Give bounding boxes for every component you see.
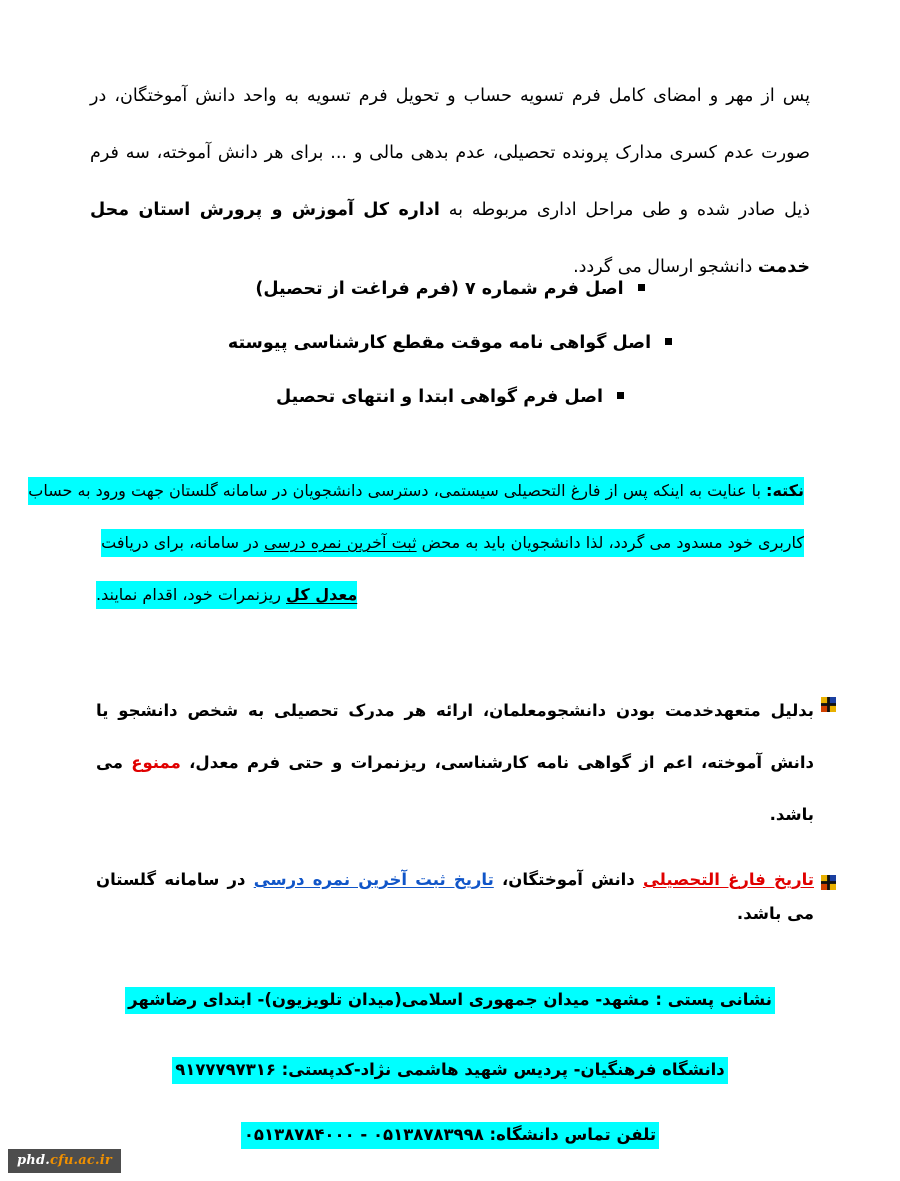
footer-address-line — [0, 990, 900, 1009]
footer-campus-text: دانشگاه فرهنگیان- پردیس شهید هاشمی نژاد-کدپستی: ۹۱۷۷۷۹۷۳۱۶ — [172, 1057, 728, 1084]
watermark — [8, 1149, 121, 1173]
footer-phone-text: تلفن تماس دانشگاه: ۰۵۱۳۸۷۸۳۹۹۸ - ۰۵۱۳۸۷۸۴۰۰۰ — [241, 1122, 659, 1149]
square-bullet-icon — [638, 284, 645, 291]
note-line-3-text: ریزنمرات خود، اقدام نمایند. — [96, 585, 287, 604]
intro-text-part2: دانشجو ارسال می گردد. — [573, 257, 758, 277]
intro-bold-organization: اداره کل آموزش و پرورش استان محل خدمت — [90, 200, 810, 277]
list-item — [90, 262, 810, 316]
note-line-2-underlined: ثبت آخرین نمره درسی — [264, 533, 417, 552]
graduation-date-mid-text: دانش آموختگان، — [493, 869, 643, 889]
footer-address-text: نشانی پستی : مشهد- میدان جمهوری اسلامی(میدان تلویزیون)- ابتدای رضاشهر — [125, 987, 775, 1014]
square-bullet-icon — [617, 392, 624, 399]
note-line-2 — [96, 530, 804, 555]
graduation-date-term: تاریخ فارغ التحصیلی — [642, 869, 814, 889]
list-item — [90, 370, 810, 424]
note-label: نکته: — [766, 481, 804, 500]
last-grade-registration-term: تاریخ ثبت آخرین نمره درسی — [253, 869, 494, 889]
list-item-label: اصل فرم شماره ۷ (فرم فراغت از تحصیل) — [255, 279, 624, 299]
square-bullet-icon — [665, 338, 672, 345]
note-block — [28, 478, 804, 607]
list-item — [90, 316, 810, 370]
colored-cross-arrow-bullet-icon — [821, 875, 836, 890]
note-line-2-text-b: در سامانه، برای دریافت — [101, 533, 265, 552]
forbidden-keyword: ممنوع — [131, 752, 181, 772]
note-line-1 — [28, 478, 804, 503]
note-gpa-term: معدل کل — [286, 585, 358, 604]
watermark-accent: cfu.ac.ir — [49, 1153, 112, 1168]
intro-text-part1: پس از مهر و امضای کامل فرم تسویه حساب و تحویل فرم تسویه به واحد دانش آموختگان، در صورت عدم کسری مدارک پرونده تحصیلی، عدم بدهی مالی و ... برای هر دانش آموخته، سه فرم ذیل صادر شده و طی مراحل اداری مربوطه به — [90, 86, 810, 220]
requirements-list — [90, 262, 810, 424]
list-item-label: اصل گواهی نامه موقت مقطع کارشناسی پیوسته — [227, 333, 652, 353]
commitment-text-a: بدلیل متعهدخدمت بودن دانشجومعلمان، ارائه هر مدرک تحصیلی به شخص دانشجو یا دانش آموخته، اعم از گواهی نامه کارشناسی، ریزنمرات و حتی فرم معدل، — [96, 700, 814, 772]
graduation-date-tail-text: در سامانه گلستان می باشد. — [96, 869, 814, 923]
commitment-text-b: می باشد. — [96, 752, 814, 824]
note-line-3 — [96, 582, 804, 607]
graduation-date-paragraph — [96, 863, 814, 931]
watermark-prefix: phd. — [17, 1153, 50, 1168]
note-line-1-text: با عنایت به اینکه پس از فارغ التحصیلی سیستمی، دسترسی دانشجویان در سامانه گلستان جهت ورود به حساب — [28, 481, 767, 500]
list-item-label: اصل فرم گواهی ابتدا و انتهای تحصیل — [275, 387, 603, 407]
footer-campus-line — [0, 1060, 900, 1079]
note-line-2-text-a: کاربری خود مسدود می گردد، لذا دانشجویان باید به محض — [416, 533, 804, 552]
commitment-paragraph — [96, 685, 814, 841]
footer-phone-line — [0, 1125, 900, 1144]
colored-cross-arrow-bullet-icon — [821, 697, 836, 712]
